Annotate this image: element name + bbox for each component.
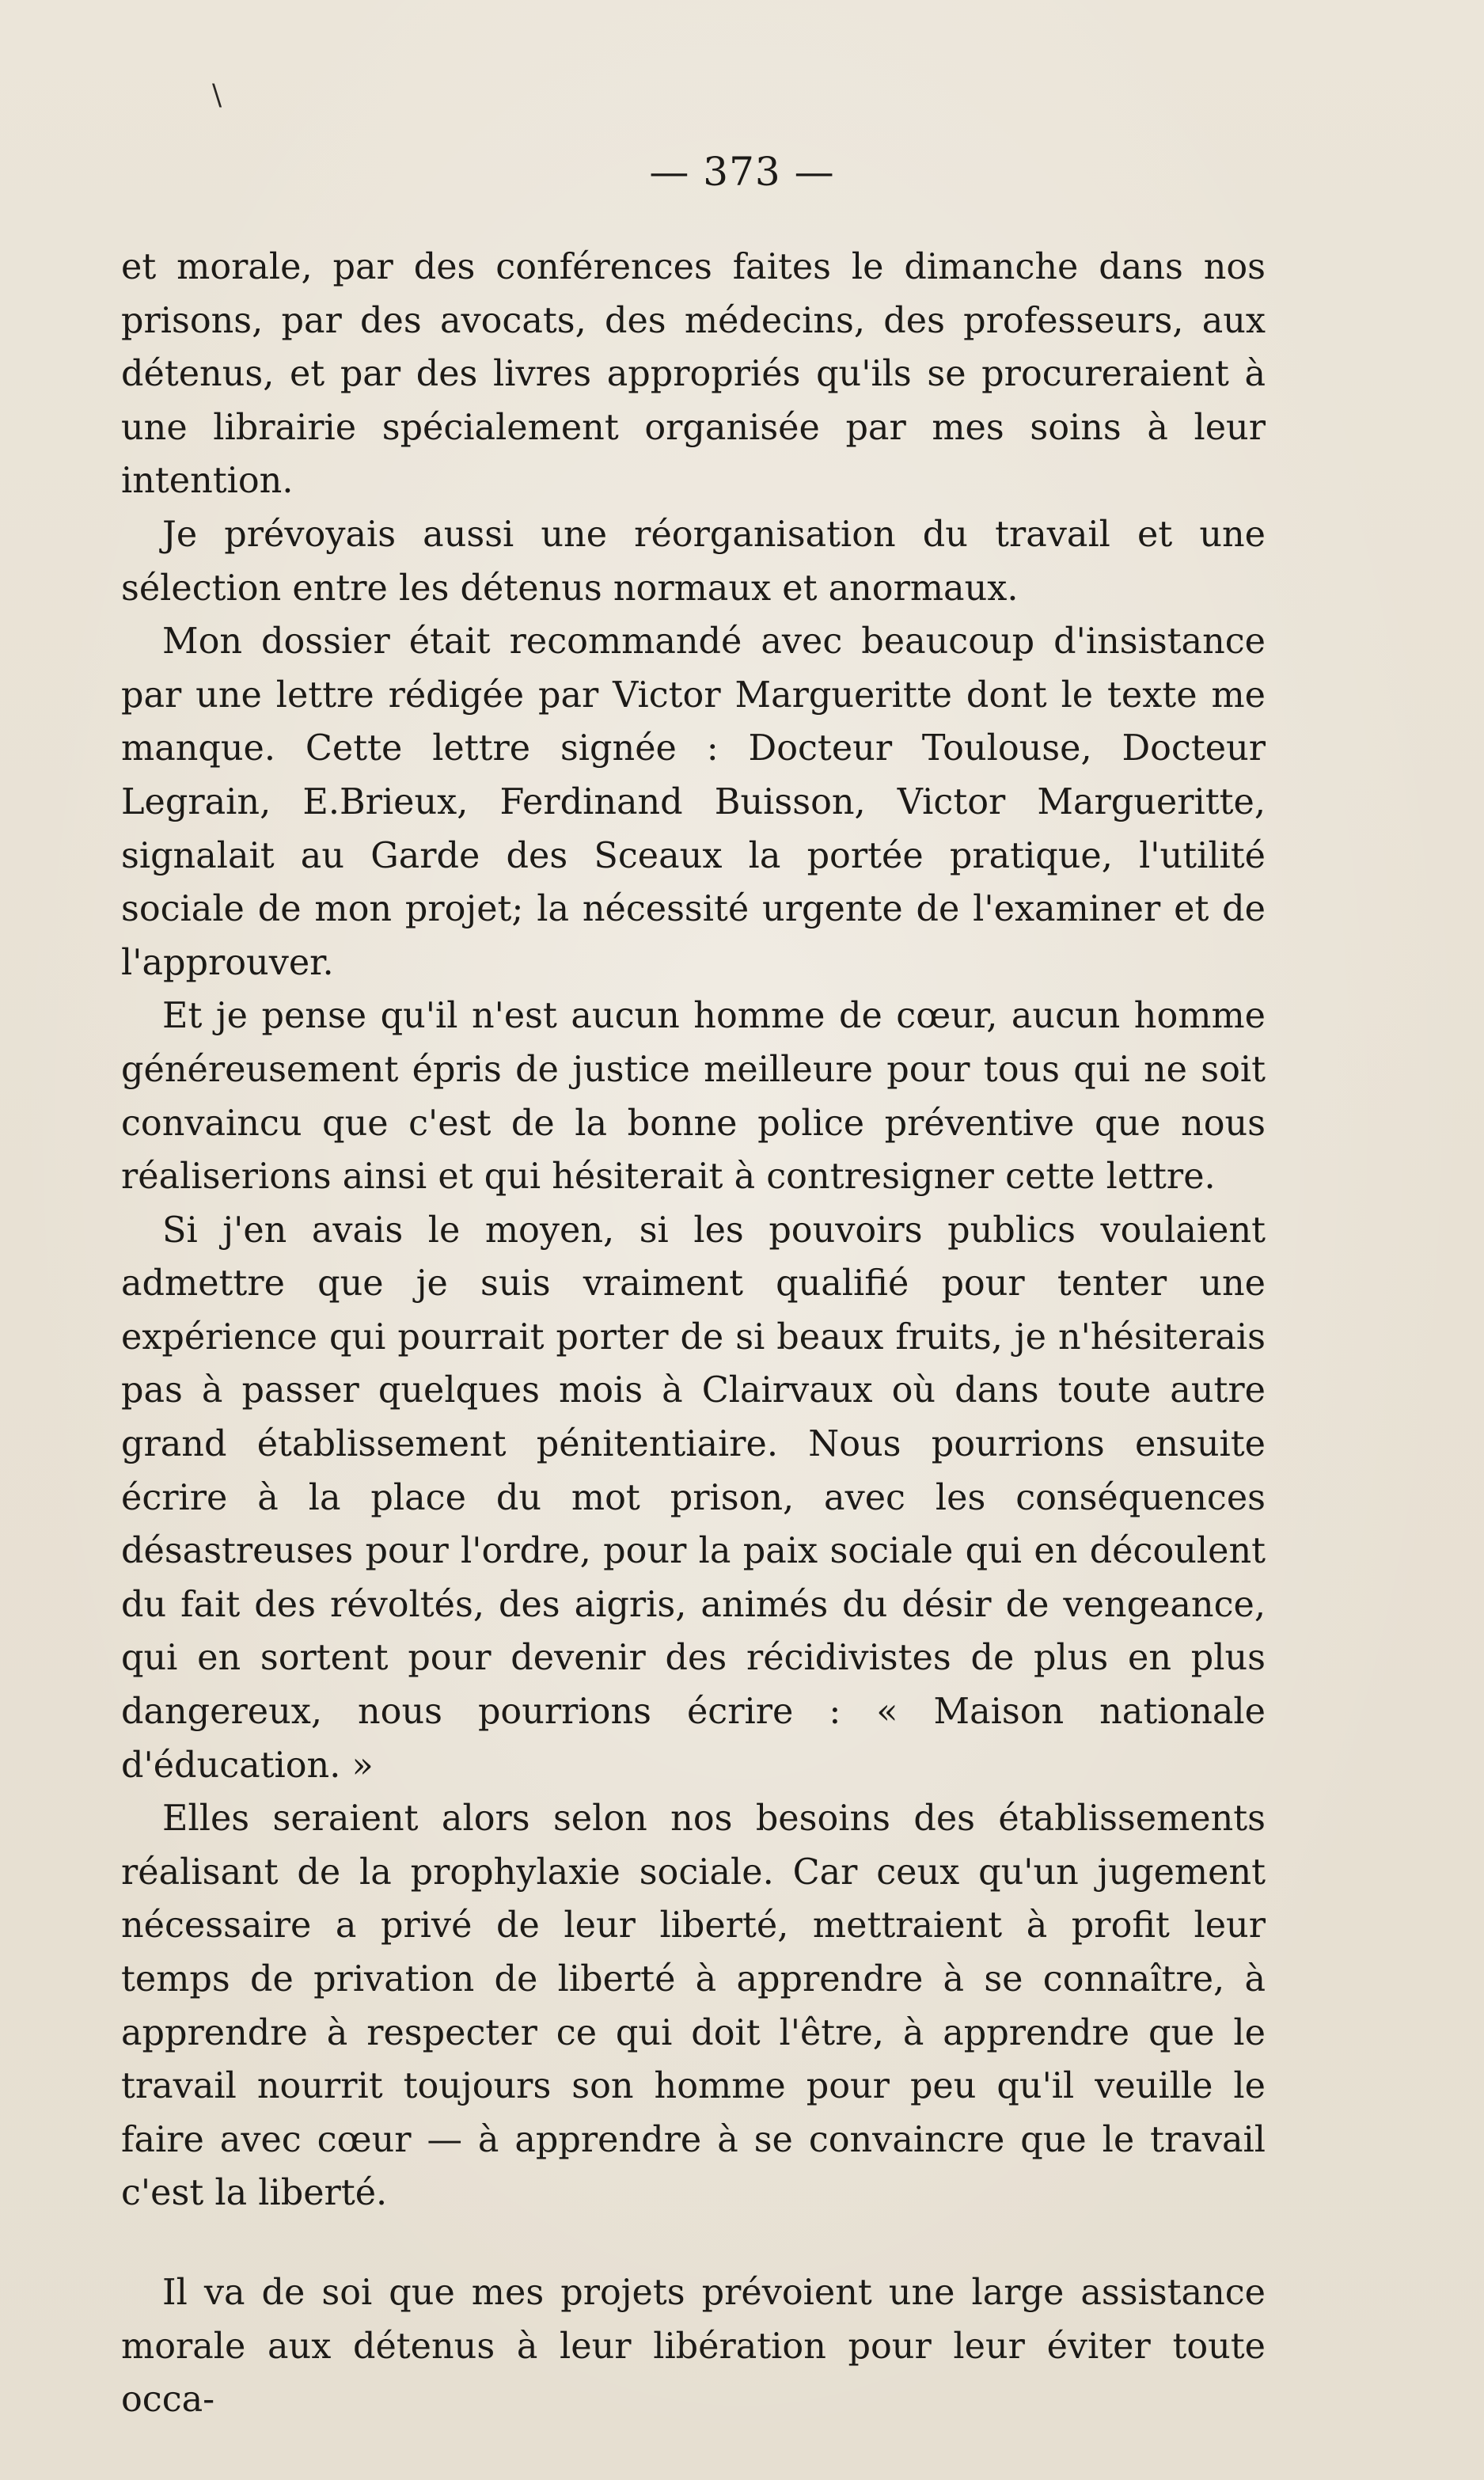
body-text [121,241,1266,2427]
paragraph: Si j'en avais le moyen, si les pouvoirs publics voulaient admettre que je suis vraiment qualifié pour tenter une expérience qui pourrait porter de si beaux fruits, je n'hésiterais pas à passer quelques mois à Clairvaux où dans toute autre grand établissement pénitentiaire. Nous pourrions ensuite écrire à la place du mot prison, avec les conséquences désastreuses pour l'ordre, pour la paix sociale qui en découlent du fait des révoltés, des aigris, animés du désir de vengeance, qui en sortent pour devenir des récidivistes de plus en plus dangereux, nous pourrions écrire : « Maison nationale d'éducation. » [121,1210,1266,1786]
paragraph-continued: et morale, par des conférences faites le dimanche dans nos prisons, par des avocats, des médecins, des professeurs, aux détenus, et par des livres appropriés qu'ils se procureraient à une librairie spécialement organisée par mes soins à leur intention. [121,247,1266,502]
stray-ink-mark: \ [212,79,222,112]
paragraph: Et je pense qu'il n'est aucun homme de cœur, aucun homme généreusement épris de justice meilleure pour tous qui ne soit convaincu que c'est de la bonne police préventive que nous réaliserions ainsi et qui hésiterait à contresigner cette lettre. [121,996,1266,1198]
paragraph: Il va de soi que mes projets prévoient une large assistance morale aux détenus à leur libération pour leur éviter toute occa- [121,2272,1266,2421]
paragraph: Je prévoyais aussi une réorganisation du travail et une sélection entre les détenus normaux et anormaux. [121,514,1266,609]
page-number: — 373 — [649,149,835,195]
paragraph: Elles seraient alors selon nos besoins des établissements réalisant de la prophylaxie sociale. Car ceux qu'un jugement nécessaire a privé de leur liberté, mettraient à profit leur temps de privation de liberté à apprendre à se connaître, à apprendre à respecter ce qui doit l'être, à apprendre que le travail nourrit toujours son homme pour peu qu'il veuille le faire avec cœur — à apprendre à se convaincre que le travail c'est la liberté. [121,1798,1266,2214]
paragraph: Mon dossier était recommandé avec beaucoup d'insistance par une lettre rédigée par Victor Margueritte dont le texte me manque. Cette lettre signée : Docteur Toulouse, Docteur Legrain, E.Brieux, Ferdinand Buisson, Victor Margueritte, signalait au Garde des Sceaux la portée pratique, l'utilité sociale de mon projet; la nécessité urgente de l'examiner et de l'approuver. [121,621,1266,983]
